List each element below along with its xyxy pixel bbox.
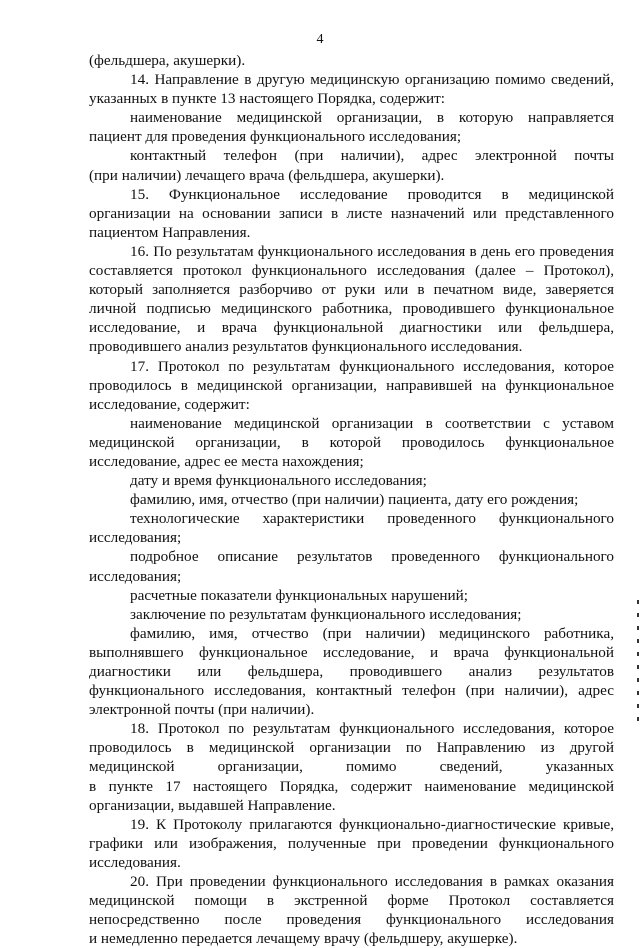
page-number: 4 xyxy=(316,32,324,47)
document-body xyxy=(89,51,614,948)
text-line: наименование медицинской организации в соответствии с уставом xyxy=(130,414,614,432)
text-line: медицинской помощи в экстренной форме Протокол составляется xyxy=(89,892,614,910)
text-line: подробное описание результатов проведенного функционального xyxy=(130,548,614,566)
text-line: исследования; xyxy=(89,567,182,585)
text-line: указанных в пункте 13 настоящего Порядка, содержит: xyxy=(89,90,446,108)
text-line: в пункте 17 настоящего Порядка, содержит наименование медицинской xyxy=(89,777,614,795)
text-line: 19. К Протоколу прилагаются функционально-диагностические кривые, xyxy=(130,815,614,833)
text-line: контактный телефон (при наличии), адрес электронной почты xyxy=(130,147,614,165)
text-line: и немедленно передается лечащему врачу (фельдшеру, акушерке). xyxy=(89,930,518,948)
text-line: расчетные показатели функциональных нарушений; xyxy=(130,586,469,604)
text-line: пациентом Направления. xyxy=(89,223,251,241)
text-line: 15. Функциональное исследование проводится в медицинской xyxy=(130,185,614,203)
text-line: исследования. xyxy=(89,853,181,871)
text-line: (фельдшера, акушерки). xyxy=(89,52,246,69)
text-line: наименование медицинской организации, в которую направляется xyxy=(130,109,614,127)
text-line: который заполняется разборчиво от руки или в печатном виде, заверяется xyxy=(89,281,614,299)
text-line: организации на основании записи в листе назначений или представленного xyxy=(89,204,614,222)
text-line: функционального исследования, контактный телефон (при наличии), адрес xyxy=(89,682,614,700)
text-line: пациент для проведения функционального исследования; xyxy=(89,128,462,146)
text-line: организации, выдавшей Направление. xyxy=(89,796,336,814)
text-line: выполнявшего функциональное исследование, и врача функциональной xyxy=(89,643,614,661)
text-line: медицинской организации, помимо сведений, указанных xyxy=(89,758,614,776)
text-line: проводилось в медицинской организации, направившей на функциональное xyxy=(89,376,614,394)
text-line: 17. Протокол по результатам функционального исследования, которое xyxy=(130,357,614,375)
text-line: 20. При проведении функционального исследования в рамках оказания xyxy=(130,873,614,891)
text-line: диагностики или фельдшера, проводившего анализ результатов xyxy=(89,663,614,680)
text-line: непосредственно после проведения функционального исследования xyxy=(89,911,614,929)
text-line: исследования; xyxy=(89,529,182,547)
text-line: проводившего анализ результатов функционального исследования. xyxy=(89,338,523,356)
text-line: исследование, и врача функциональной диагностики или фельдшера, xyxy=(89,319,614,337)
text-line: 14. Направление в другую медицинскую организацию помимо сведений, xyxy=(130,71,614,89)
text-line: технологические характеристики проведенного функционального xyxy=(130,510,614,528)
text-line: фамилию, имя, отчество (при наличии) медицинского работника, xyxy=(130,624,614,642)
text-line: проводилось в медицинской организации по Направлению из другой xyxy=(89,739,614,757)
text-line: составляется протокол функционального исследования (далее – Протокол), xyxy=(89,262,614,280)
text-line: электронной почты (при наличии). xyxy=(89,701,315,719)
text-line: медицинской организации, в которой проводилось функциональное xyxy=(89,433,614,451)
text-line: 18. Протокол по результатам функционального исследования, которое xyxy=(130,720,614,738)
text-line: исследование, адрес ее места нахождения; xyxy=(89,452,364,470)
text-line: исследование, содержит: xyxy=(89,395,250,413)
text-line: заключение по результатам функционального исследования; xyxy=(130,605,522,623)
text-line: фамилию, имя, отчество (при наличии) пациента, дату его рождения; xyxy=(130,491,579,509)
text-line: графики или изображения, полученные при проведении функционального xyxy=(89,834,614,852)
text-line: дату и время функционального исследования; xyxy=(130,472,427,490)
text-line: личной подписью медицинского работника, проводившего функциональное xyxy=(89,300,614,318)
text-line: (при наличии) лечащего врача (фельдшера, акушерки). xyxy=(89,166,445,184)
text-line: 16. По результатам функционального исследования в день его проведения xyxy=(130,242,614,260)
